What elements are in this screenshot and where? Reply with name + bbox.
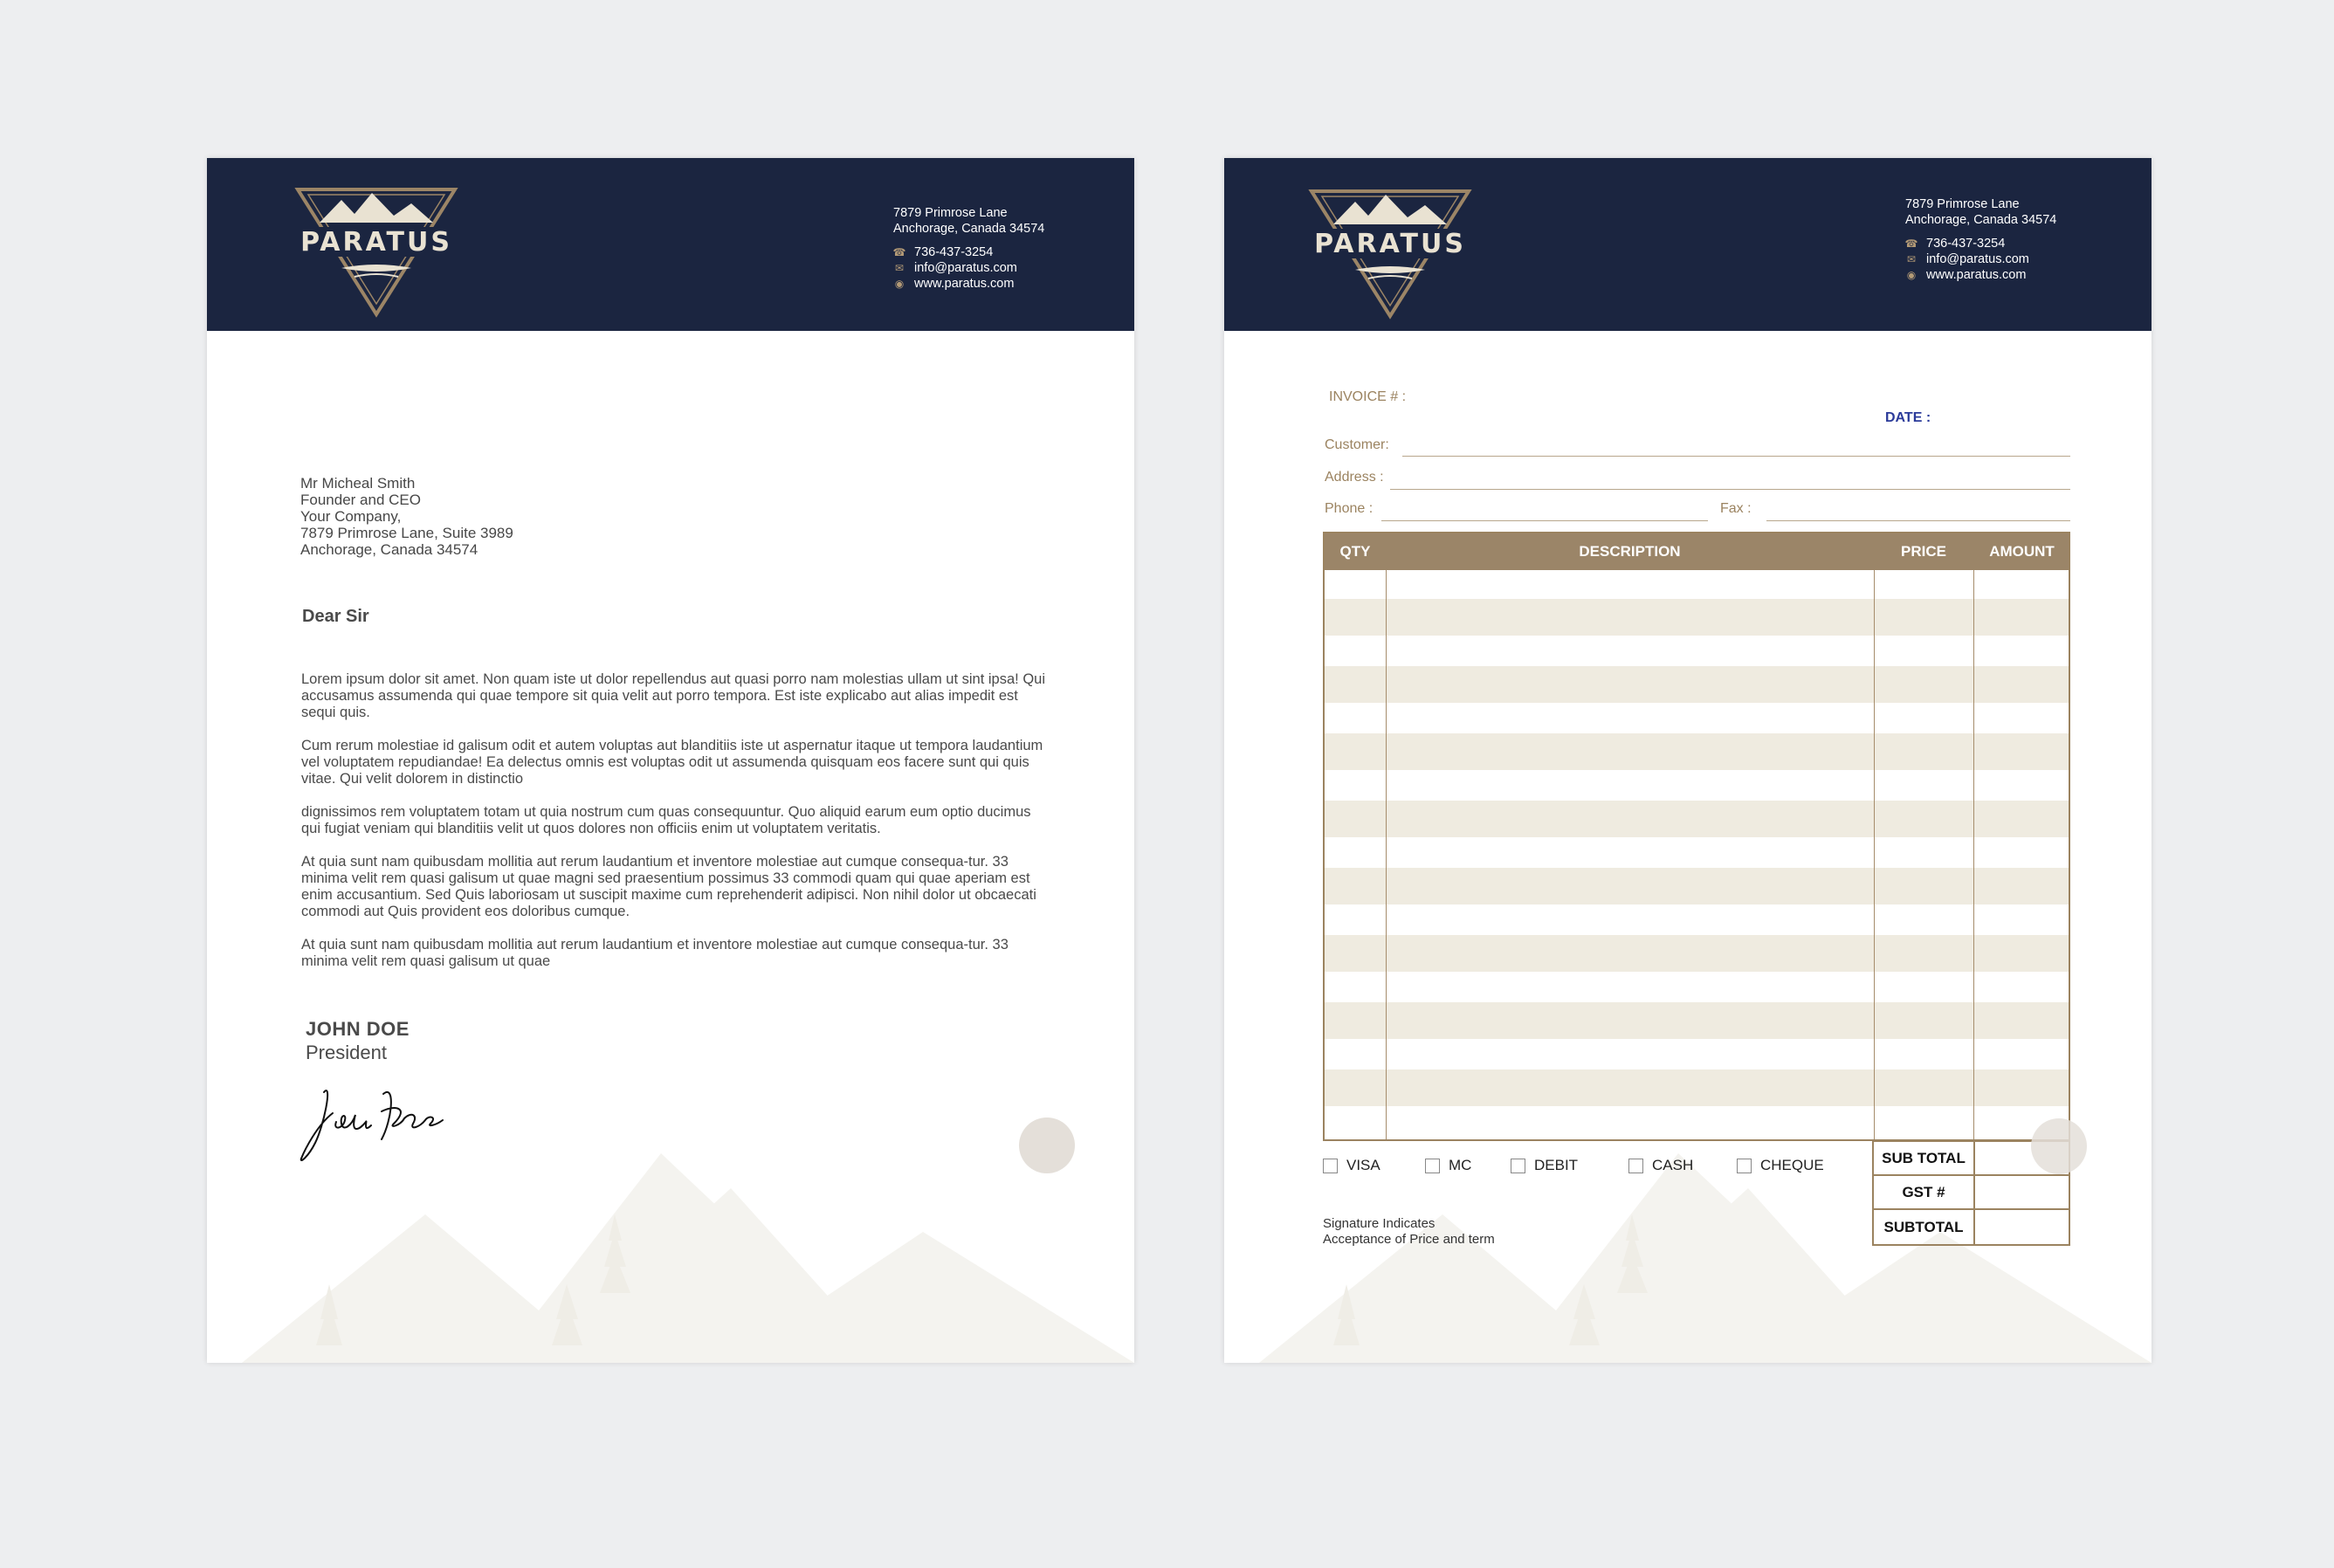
globe-icon: ◉ <box>1906 269 1917 281</box>
sub-total-label: SUB TOTAL <box>1874 1142 1975 1174</box>
mail-icon: ✉ <box>894 262 905 274</box>
table-row-stripe <box>1325 935 2069 972</box>
handwritten-signature <box>298 1073 446 1169</box>
invoice-number-label: INVOICE # : <box>1329 389 1407 404</box>
address-label: Address : <box>1325 470 1384 485</box>
column-divider <box>1386 533 1387 1139</box>
contact-block <box>1905 196 2056 283</box>
payment-cash[interactable] <box>1628 1157 1693 1174</box>
email-text: info@paratus.com <box>1926 252 2029 266</box>
invoice-header <box>1224 158 2152 331</box>
payment-visa[interactable] <box>1323 1157 1380 1174</box>
column-header-price: PRICE <box>1901 543 1946 560</box>
gst-label: GST # <box>1874 1176 1975 1208</box>
fax-label: Fax : <box>1720 501 1752 516</box>
customer-field[interactable] <box>1402 456 2070 457</box>
table-row-stripe <box>1325 599 2069 636</box>
cash-checkbox[interactable] <box>1628 1159 1643 1173</box>
column-divider <box>1874 533 1875 1139</box>
recipient-city: Anchorage, Canada 34574 <box>300 541 479 558</box>
debit-checkbox[interactable] <box>1511 1159 1525 1173</box>
column-header-amount: AMOUNT <box>1989 543 2055 560</box>
salutation: Dear Sir <box>302 607 369 626</box>
table-row-stripe <box>1325 733 2069 770</box>
gst-value[interactable] <box>1975 1176 2069 1208</box>
final-subtotal-row <box>1874 1210 2069 1244</box>
header-bottom-rule <box>1224 158 2152 162</box>
recipient-title: Founder and CEO <box>300 492 421 508</box>
email-text: info@paratus.com <box>914 261 1017 275</box>
address-field[interactable] <box>1390 489 2070 490</box>
letter-body <box>301 671 1052 987</box>
cheque-checkbox[interactable] <box>1737 1159 1752 1173</box>
body-paragraph: At quia sunt nam quibusdam mollitia aut rerum laudantium et inventore molestiae aut cumque consequa-tur. 33 minima velit rem quasi galisum ut quae <box>301 937 1009 969</box>
website-text: www.paratus.com <box>914 277 1015 291</box>
address-line1: 7879 Primrose Lane <box>1905 197 2020 211</box>
table-row-stripe <box>1325 801 2069 837</box>
cash-label: CASH <box>1652 1157 1694 1173</box>
svg-text:PARATUS: PARATUS <box>1314 229 1466 259</box>
decorative-sun <box>1019 1118 1075 1173</box>
phone-icon: ☎ <box>892 246 906 258</box>
phone-field[interactable] <box>1381 520 1708 521</box>
table-header <box>1325 533 2069 570</box>
signature-note <box>1323 1216 1495 1248</box>
phone-text: 736-437-3254 <box>914 245 994 259</box>
recipient-street: 7879 Primrose Lane, Suite 3989 <box>300 525 513 541</box>
recipient-company: Your Company, <box>300 508 402 525</box>
body-paragraph: Cum rerum molestiae id galisum odit et autem voluptas aut blanditiis iste ut aspernatur itaque ut tempora laudantium vel voluptatem repudiandae! Ea delectus omnis est voluptas odit ut assumenda quisquam eos facere sunt qui quis vitae. Qui velit dolorem in distinctio <box>301 738 1043 787</box>
paratus-logo <box>1303 189 1477 320</box>
column-header-qty: QTY <box>1339 543 1371 560</box>
paratus-logo <box>289 188 464 319</box>
letter-header <box>207 158 1134 331</box>
globe-icon: ◉ <box>894 278 905 290</box>
decorative-sun <box>2031 1118 2087 1174</box>
signature-note-line1: Signature Indicates <box>1323 1216 1436 1231</box>
debit-label: DEBIT <box>1534 1157 1579 1173</box>
svg-text:PARATUS: PARATUS <box>300 227 452 258</box>
phone-label: Phone : <box>1325 501 1374 516</box>
subtotal-label: SUBTOTAL <box>1874 1210 1975 1244</box>
body-paragraph: At quia sunt nam quibusdam mollitia aut rerum laudantium et inventore molestiae aut cumque consequa-tur. 33 minima velit rem quasi galisum ut quae magni sed praesentium possimus 33 commodi quam qui quae aperiam est enim accusantium. Sed Quis laboriosam ut suscipit maxime cum reprehenderit adipisci. Non nihil dolor ut obcaecati commodi aut Quis provident eos doloribus cumque. <box>301 854 1036 919</box>
mc-label: MC <box>1449 1157 1472 1173</box>
visa-checkbox[interactable] <box>1323 1159 1338 1173</box>
signer-title: President <box>306 1042 387 1063</box>
signer-name: JOHN DOE <box>306 1018 410 1040</box>
mc-checkbox[interactable] <box>1425 1159 1440 1173</box>
signature-note-line2: Acceptance of Price and term <box>1323 1232 1495 1247</box>
table-row-stripe <box>1325 1069 2069 1106</box>
contact-block <box>893 205 1044 292</box>
letterhead-page <box>207 158 1134 1363</box>
fax-field[interactable] <box>1766 520 2070 521</box>
line-items-table <box>1323 532 2070 1141</box>
subtotal-value[interactable] <box>1975 1210 2069 1244</box>
address-line2: Anchorage, Canada 34574 <box>1905 213 2057 227</box>
column-divider <box>1973 533 1974 1139</box>
header-bottom-rule <box>207 158 1134 162</box>
phone-text: 736-437-3254 <box>1926 237 2006 251</box>
customer-label: Customer: <box>1325 437 1389 452</box>
address-line2: Anchorage, Canada 34574 <box>893 222 1045 236</box>
payment-mc[interactable] <box>1425 1157 1471 1174</box>
invoice-page <box>1224 158 2152 1363</box>
mail-icon: ✉ <box>1906 253 1917 265</box>
body-paragraph: Lorem ipsum dolor sit amet. Non quam iste ut dolor repellendus aut quasi porro nam molestias ullam ut sint ipsa! Qui accusamus assumenda qui quae tempore sit quia velit aut porro tempora. Est iste explicabo aut alias impedit est sequi quis. <box>301 671 1045 720</box>
payment-cheque[interactable] <box>1737 1157 1824 1174</box>
gst-row <box>1874 1176 2069 1210</box>
table-row-stripe <box>1325 1002 2069 1039</box>
payment-debit[interactable] <box>1511 1157 1578 1174</box>
phone-icon: ☎ <box>1904 237 1918 250</box>
date-label: DATE : <box>1885 410 1931 425</box>
recipient-address <box>300 475 513 558</box>
body-paragraph: dignissimos rem voluptatem totam ut quia nostrum cum quas consequuntur. Quo aliquid earum eum optio ducimus qui fugiat veniam qui blanditiis velit ut quos dolores non officiis enim ut voluptatem veritatis. <box>301 804 1031 836</box>
address-line1: 7879 Primrose Lane <box>893 206 1008 220</box>
cheque-label: CHEQUE <box>1760 1157 1824 1173</box>
table-row-stripe <box>1325 868 2069 904</box>
column-header-description: DESCRIPTION <box>1579 543 1681 560</box>
table-row-stripe <box>1325 666 2069 703</box>
website-text: www.paratus.com <box>1926 268 2027 282</box>
visa-label: VISA <box>1346 1157 1380 1173</box>
recipient-name: Mr Micheal Smith <box>300 475 416 492</box>
